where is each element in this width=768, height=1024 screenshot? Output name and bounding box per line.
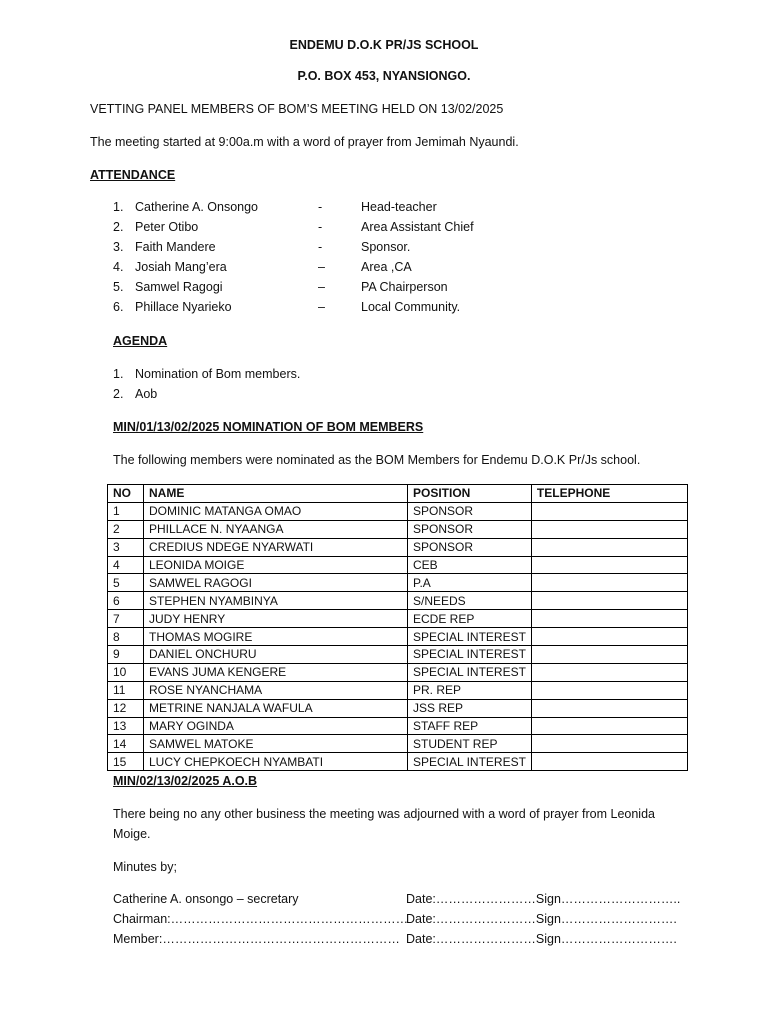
minutes-by: Minutes by; xyxy=(113,860,177,874)
table-row: 7 JUDY HENRY ECDE REP xyxy=(108,610,688,628)
attendance-item: 5. Samwel Ragogi – PA Chairperson xyxy=(113,280,448,294)
table-header-row xyxy=(108,485,688,503)
meeting-title: VETTING PANEL MEMBERS OF BOM’S MEETING HELD ON 13/02/2025 xyxy=(90,102,504,116)
table-row: 14 SAMWEL MATOKE STUDENT REP xyxy=(108,735,688,753)
signature-row-chairman: Chairman:………………………………………………… Date:……………………Sign………………………. xyxy=(113,912,677,926)
table-row: 8 THOMAS MOGIRE SPECIAL INTEREST xyxy=(108,628,688,646)
bom-members-table xyxy=(107,484,688,771)
attendance-item: 4. Josiah Mang’era – Area ,CA xyxy=(113,260,412,274)
table-row: 4 LEONIDA MOIGE CEB xyxy=(108,556,688,574)
table-row: 12 METRINE NANJALA WAFULA JSS REP xyxy=(108,699,688,717)
min2-text-line1: There being no any other business the meeting was adjourned with a word of prayer from Leonida xyxy=(113,807,655,821)
header-telephone: TELEPHONE xyxy=(531,485,687,503)
header-name: NAME xyxy=(144,485,408,503)
signature-row-member: Member:………………………………………………… Date:……………………Sign………………………. xyxy=(113,932,677,946)
attendance-heading: ATTENDANCE xyxy=(90,168,176,182)
table-row: 6 STEPHEN NYAMBINYA S/NEEDS xyxy=(108,592,688,610)
min1-intro: The following members were nominated as the BOM Members for Endemu D.O.K Pr/Js school. xyxy=(113,453,641,467)
table-row: 9 DANIEL ONCHURU SPECIAL INTEREST xyxy=(108,646,688,664)
table-row: 15 LUCY CHEPKOECH NYAMBATI SPECIAL INTEREST xyxy=(108,753,688,771)
school-name: ENDEMU D.O.K PR/JS SCHOOL xyxy=(289,38,479,52)
signature-row-secretary: Catherine A. onsongo – secretary Date:……………………Sign……………………….. xyxy=(113,892,681,906)
table-row: 3 CREDIUS NDEGE NYARWATI SPONSOR xyxy=(108,538,688,556)
opening-statement: The meeting started at 9:00a.m with a word of prayer from Jemimah Nyaundi. xyxy=(90,135,519,149)
table-row: 5 SAMWEL RAGOGI P.A xyxy=(108,574,688,592)
table-row: 13 MARY OGINDA STAFF REP xyxy=(108,717,688,735)
header-position: POSITION xyxy=(408,485,532,503)
table-row: 1 DOMINIC MATANGA OMAO SPONSOR xyxy=(108,502,688,520)
min2-heading: MIN/02/13/02/2025 A.O.B xyxy=(113,774,258,788)
header-no: NO xyxy=(108,485,144,503)
min1-heading: MIN/01/13/02/2025 NOMINATION OF BOM MEMBERS xyxy=(113,420,424,434)
min2-text-line2: Moige. xyxy=(113,827,151,841)
attendance-item: 1. Catherine A. Onsongo - Head-teacher xyxy=(113,200,437,214)
attendance-item: 6. Phillace Nyarieko – Local Community. xyxy=(113,300,461,314)
school-address: P.O. BOX 453, NYANSIONGO. xyxy=(297,69,471,83)
agenda-heading: AGENDA xyxy=(113,334,168,348)
table-row: 10 EVANS JUMA KENGERE SPECIAL INTEREST xyxy=(108,663,688,681)
table-row: 2 PHILLACE N. NYAANGA SPONSOR xyxy=(108,520,688,538)
attendance-item: 3. Faith Mandere - Sponsor. xyxy=(113,240,411,254)
table-row: 11 ROSE NYANCHAMA PR. REP xyxy=(108,681,688,699)
attendance-item: 2. Peter Otibo - Area Assistant Chief xyxy=(113,220,474,234)
